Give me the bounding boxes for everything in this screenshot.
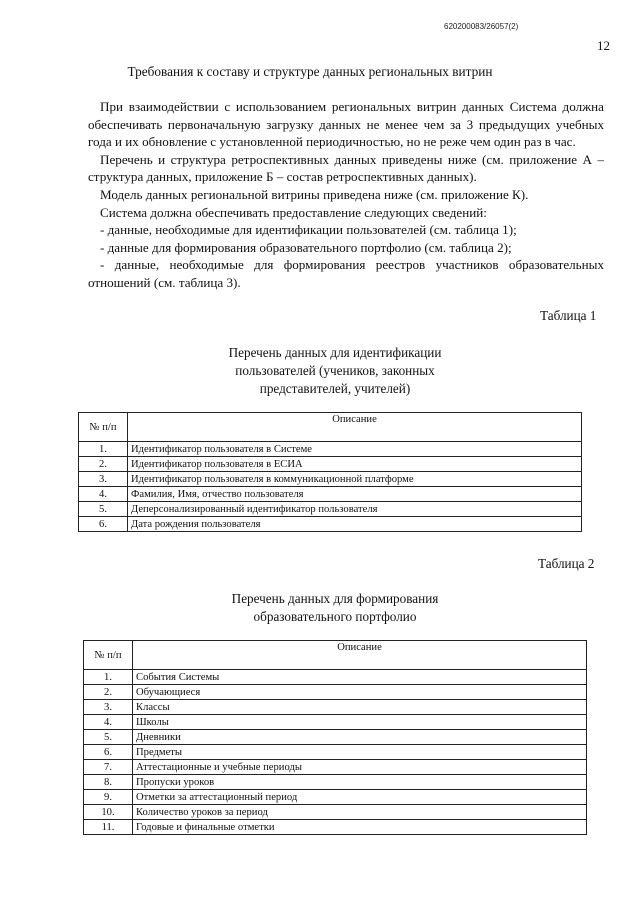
row-number: 2.: [79, 457, 128, 472]
table-row: [79, 517, 582, 532]
paragraph: Модель данных региональной витрины приведена ниже (см. приложение К).: [100, 186, 529, 202]
row-number: 3.: [79, 472, 128, 487]
row-description: Фамилия, Имя, отчество пользователя: [128, 487, 582, 502]
list-item: - данные, необходимые для идентификации пользователей (см. таблица 1);: [100, 222, 517, 238]
table1-title: [130, 344, 540, 398]
row-description: Количество уроков за период: [133, 805, 587, 820]
row-number: 1.: [79, 442, 128, 457]
row-description: Предметы: [133, 745, 587, 760]
table2-title-line: Перечень данных для формирования: [231, 591, 439, 606]
row-description: Дата рождения пользователя: [128, 517, 582, 532]
row-number: 6.: [84, 745, 133, 760]
table2-title-line: образовательного портфолио: [253, 609, 417, 624]
table2-title: [130, 590, 540, 626]
table1: [78, 412, 582, 532]
table-row: [84, 820, 587, 835]
column-header-number: № п/п: [84, 641, 133, 670]
row-number: 5.: [84, 730, 133, 745]
row-description: Школы: [133, 715, 587, 730]
row-number: 8.: [84, 775, 133, 790]
paragraph: Система должна обеспечивать предоставление следующих сведений:: [100, 204, 487, 220]
paragraph: При взаимодействии с использованием региональных витрин данных Система должна обеспечивать первоначальную загрузку данных не менее чем за 3 предыдущих учебных года и их обновление с установленной периодичностью, но не реже чем один раз в час.: [88, 99, 604, 150]
table-row: [84, 790, 587, 805]
table1-body: [79, 442, 582, 532]
table2-body: [84, 670, 587, 835]
column-header-description: Описание: [128, 413, 582, 442]
table-row: [84, 805, 587, 820]
table2: [83, 640, 587, 835]
page-number: 12: [597, 38, 610, 53]
document-number: 620200083/26057(2): [444, 22, 519, 31]
table-row: [84, 715, 587, 730]
row-description: Идентификатор пользователя в ЕСИА: [128, 457, 582, 472]
table-row: [84, 685, 587, 700]
row-number: 4.: [84, 715, 133, 730]
list-item: - данные, необходимые для формирования реестров участников образовательных отношений (см. таблица 3).: [88, 257, 604, 290]
row-description: Пропуски уроков: [133, 775, 587, 790]
row-number: 7.: [84, 760, 133, 775]
table-row: [84, 760, 587, 775]
section-heading: Требования к составу и структуре данных региональных витрин: [127, 64, 493, 79]
table-row: [79, 457, 582, 472]
table-row: [79, 487, 582, 502]
row-description: Идентификатор пользователя в коммуникационной платформе: [128, 472, 582, 487]
table1-title-line: пользователей (учеников, законных: [235, 363, 435, 378]
table-row: [79, 502, 582, 517]
row-description: Аттестационные и учебные периоды: [133, 760, 587, 775]
row-number: 3.: [84, 700, 133, 715]
table-header-row: [79, 413, 582, 442]
table-row: [84, 775, 587, 790]
table-row: [84, 700, 587, 715]
table-row: [79, 472, 582, 487]
row-description: Обучающиеся: [133, 685, 587, 700]
table-row: [84, 670, 587, 685]
list-item: - данные для формирования образовательного портфолио (см. таблица 2);: [100, 239, 512, 255]
paragraph: Перечень и структура ретроспективных данных приведены ниже (см. приложение А – структура данных, приложение Б – состав ретроспективных данных).: [88, 151, 604, 185]
table1-label: Таблица 1: [540, 308, 597, 323]
table1-title-line: представителей, учителей): [259, 381, 411, 396]
table1-title-line: Перечень данных для идентификации: [228, 345, 442, 360]
row-number: 9.: [84, 790, 133, 805]
table-header-row: [84, 641, 587, 670]
row-description: События Системы: [133, 670, 587, 685]
row-description: Деперсонализированный идентификатор пользователя: [128, 502, 582, 517]
table-row: [84, 730, 587, 745]
row-number: 4.: [79, 487, 128, 502]
row-number: 11.: [84, 820, 133, 835]
table-row: [79, 442, 582, 457]
row-description: Дневники: [133, 730, 587, 745]
row-number: 1.: [84, 670, 133, 685]
row-description: Отметки за аттестационный период: [133, 790, 587, 805]
section-body: [88, 98, 604, 292]
row-description: Классы: [133, 700, 587, 715]
table-row: [84, 745, 587, 760]
column-header-number: № п/п: [79, 413, 128, 442]
column-header-description: Описание: [133, 641, 587, 670]
row-description: Идентификатор пользователя в Системе: [128, 442, 582, 457]
row-number: 2.: [84, 685, 133, 700]
row-number: 6.: [79, 517, 128, 532]
row-number: 5.: [79, 502, 128, 517]
table2-label: Таблица 2: [538, 556, 595, 571]
row-number: 10.: [84, 805, 133, 820]
row-description: Годовые и финальные отметки: [133, 820, 587, 835]
